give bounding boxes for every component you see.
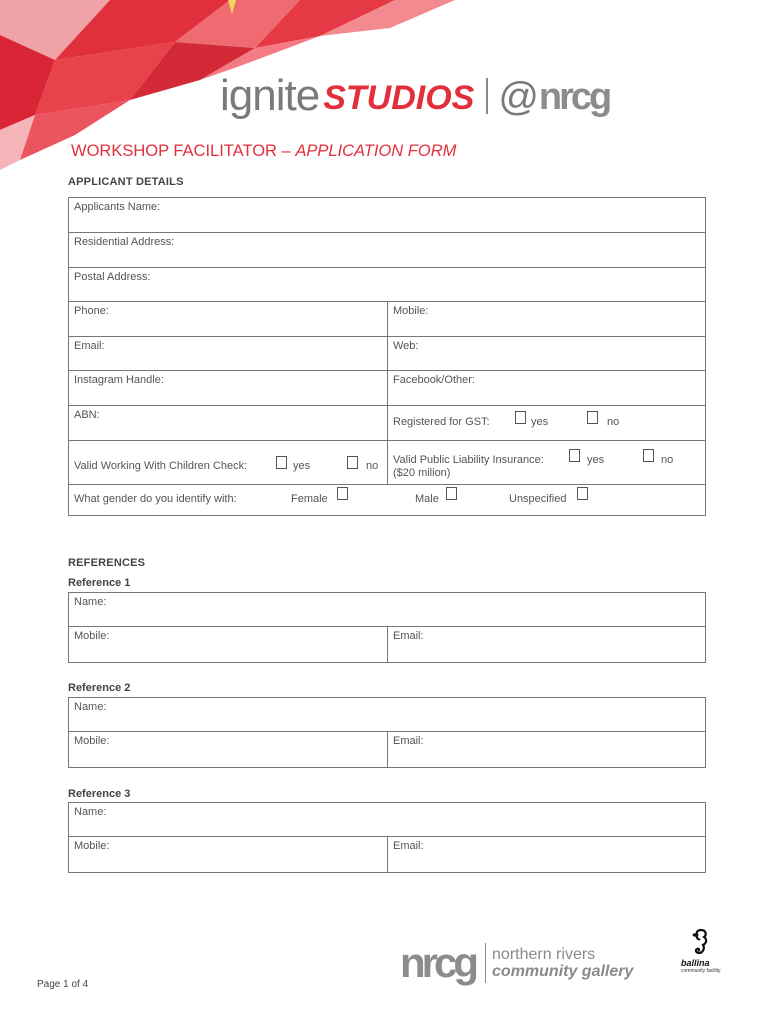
wwcc-no-label: no [366,460,379,472]
page-number: Page 1 of 4 [37,979,89,990]
insurance-label-line1: Valid Public Liability Insurance: [393,454,544,466]
ballina-text: ballina [681,958,710,968]
reference-3-title: Reference 3 [68,788,131,800]
form-title [71,142,456,161]
reference-3-email-field[interactable] [388,837,705,872]
footer-nrcg-text: nrcg [400,939,476,986]
wwcc-label: Valid Working With Children Check: [74,460,248,472]
web-field[interactable] [388,337,705,370]
reference-2-title: Reference 2 [68,682,131,694]
mobile-label: Mobile: [393,305,429,317]
insurance-yes-checkbox[interactable] [569,449,580,462]
mobile-field[interactable] [388,302,705,336]
wwcc-no-checkbox[interactable] [347,456,358,469]
reference-1-mobile-label: Mobile: [74,630,110,642]
gst-yes-checkbox[interactable] [515,411,526,424]
applicant-details-box [68,197,706,516]
email-field[interactable] [69,337,388,370]
applicant-details-heading: APPLICANT DETAILS [68,176,184,188]
wwcc-yes-checkbox[interactable] [276,456,287,469]
logo-divider [486,78,488,114]
gst-no-checkbox[interactable] [587,411,598,424]
reference-1-mobile-field[interactable] [69,627,388,662]
reference-3-name-label: Name: [74,806,107,818]
gst-label: Registered for GST: [393,416,490,428]
gender-unspecified-checkbox[interactable] [577,487,588,500]
facebook-label: Facebook/Other: [393,374,475,386]
insurance-field [388,441,705,484]
postal-address-row[interactable] [69,268,705,302]
reference-2-box [68,697,706,768]
reference-2-name-field[interactable] [69,698,705,732]
reference-3-box [68,802,706,873]
reference-3-mobile-label: Mobile: [74,840,110,852]
reference-2-email-label: Email: [393,735,424,747]
reference-3-name-field[interactable] [69,803,705,837]
phone-field[interactable] [69,302,388,336]
gender-female-label: Female [291,493,328,505]
gender-female-checkbox[interactable] [337,487,348,500]
ballina-subtext: community facility [681,968,721,974]
insurance-no-checkbox[interactable] [643,449,654,462]
logo-studios-text: STUDIOS [323,79,475,117]
insurance-no-label: no [661,454,674,466]
social-row [69,371,705,406]
nrcg-footer-logo [400,940,633,986]
reference-2-name-label: Name: [74,701,107,713]
reference-1-title: Reference 1 [68,577,131,589]
footer-gallery-line1: northern rivers [492,946,596,963]
insurance-label-line2: ($20 milion) [393,467,451,479]
reference-3-contact-row [69,837,705,872]
gst-field [388,406,705,440]
reference-3-email-label: Email: [393,840,424,852]
phone-label: Phone: [74,305,109,317]
footer-gallery-line2: community gallery [492,963,634,980]
ballina-logo [681,928,721,974]
reference-1-email-field[interactable] [388,627,705,662]
wwcc-insurance-row [69,441,705,485]
gender-row [69,485,705,515]
gender-label: What gender do you identify with: [74,493,237,505]
instagram-label: Instagram Handle: [74,374,164,386]
residential-address-label: Residential Address: [74,236,175,248]
reference-1-name-field[interactable] [69,593,705,627]
web-label: Web: [393,340,419,352]
applicant-name-row[interactable] [69,198,705,233]
form-title-main: WORKSHOP FACILITATOR – [71,142,296,160]
footer-logo-divider [485,943,486,983]
abn-field[interactable] [69,406,388,440]
gst-no-label: no [607,416,620,428]
gender-male-checkbox[interactable] [446,487,457,500]
footer-gallery-name [492,946,633,980]
reference-2-email-field[interactable] [388,732,705,767]
wwcc-field [69,441,388,484]
form-title-italic: APPLICATION FORM [295,142,457,160]
abn-label: ABN: [74,409,100,421]
reference-1-contact-row [69,627,705,662]
logo-at-text: @ [498,75,539,119]
reference-2-mobile-field[interactable] [69,732,388,767]
gender-unspecified-label: Unspecified [509,493,567,505]
gender-male-label: Male [415,493,439,505]
seahorse-icon [687,928,711,958]
reference-1-email-label: Email: [393,630,424,642]
reference-3-mobile-field[interactable] [69,837,388,872]
ignite-studios-logo [220,68,609,118]
reference-1-box [68,592,706,663]
residential-address-row[interactable] [69,233,705,268]
postal-address-label: Postal Address: [74,271,151,283]
reference-2-mobile-label: Mobile: [74,735,110,747]
phone-mobile-row [69,302,705,337]
insurance-yes-label: yes [587,454,605,466]
abn-gst-row [69,406,705,441]
instagram-field[interactable] [69,371,388,405]
gst-yes-label: yes [531,416,549,428]
email-web-row [69,337,705,371]
wwcc-yes-label: yes [293,460,311,472]
applicant-name-label: Applicants Name: [74,201,161,213]
email-label: Email: [74,340,105,352]
references-heading: REFERENCES [68,557,146,569]
reference-2-contact-row [69,732,705,767]
facebook-field[interactable] [388,371,705,405]
logo-ignite-text: ignite [220,71,320,120]
reference-1-name-label: Name: [74,596,107,608]
logo-nrcg-text: nrcg [538,76,610,118]
